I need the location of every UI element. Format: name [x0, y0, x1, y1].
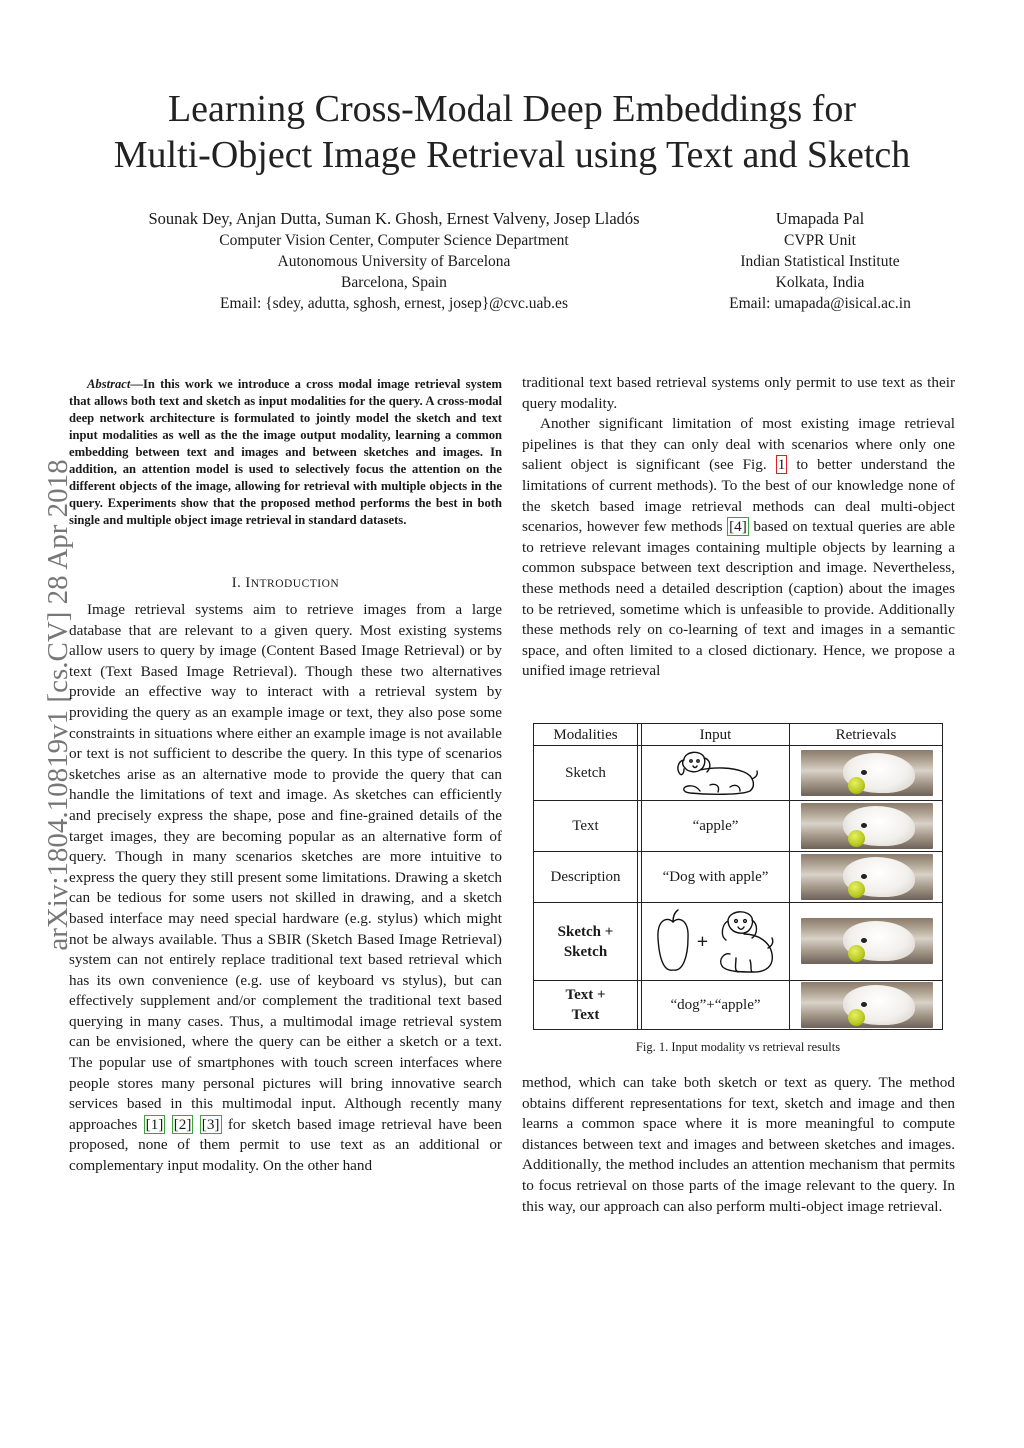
title-line-2: Multi-Object Image Retrieval using Text and Sketch	[113, 134, 911, 176]
row-modality-text: Text	[572, 818, 599, 834]
affiliation-left-2: Autonomous University of Barcelona	[277, 253, 511, 270]
author-block-right	[700, 208, 940, 314]
retrieval-image-4	[801, 918, 933, 964]
dog-sketch-2-icon	[714, 908, 776, 976]
row-input-description: “Dog with apple”	[662, 869, 769, 885]
citation-3[interactable]: [3]	[201, 1115, 220, 1133]
intro-paragraph-3: method, which can take both sketch or text as query. The method obtains different representations for text, sketch and image and then learns a common space where it is more meaningful to compute distances between text and images and between sketches and images. Additionally, the method includes an attention mechanism that permits to focus retrieval on those parts of the image relevant to the query. In this way, our approach can also perform multi-object image retrieval.	[522, 1074, 955, 1215]
retrieval-image-2	[801, 803, 933, 849]
figure-ref-1[interactable]: 1	[777, 456, 786, 474]
abstract-dash: —	[130, 377, 143, 391]
affiliation-right-3: Kolkata, India	[775, 274, 865, 291]
figure-1-caption: Fig. 1. Input modality vs retrieval results	[635, 1040, 841, 1054]
affiliation-right-2: Indian Statistical Institute	[740, 253, 900, 270]
row-input-text-text: “dog”+“apple”	[670, 997, 761, 1013]
section-rest: NTRODUCTION	[250, 578, 340, 590]
title-line-1: Learning Cross-Modal Deep Embeddings for	[167, 88, 857, 130]
email-left: Email: {sdey, adutta, sghosh, ernest, josep}@cvc.uab.es	[220, 295, 568, 312]
row-modality-description: Description	[550, 869, 621, 885]
intro-right-column-top	[522, 373, 955, 682]
intro-right-column-bottom	[522, 1073, 955, 1217]
intro-continuation: traditional text based retrieval systems only permit to use text as their query modality.	[522, 374, 955, 412]
intro-p2-text-2: to better understand the limitations of current methods). To the best of our knowledge none of the sketch based image retrieval methods can deal multi-object scenarios, however few methods	[522, 456, 956, 536]
dog-sketch-icon	[670, 749, 762, 797]
apple-sketch-icon	[655, 908, 691, 976]
author-block-left	[90, 208, 698, 314]
plus-sign: +	[696, 930, 709, 953]
abstract-label: Abstract	[87, 377, 131, 391]
row-modality-text-text: Text + Text	[565, 987, 606, 1023]
retrieval-image-5	[801, 982, 933, 1028]
citation-1[interactable]: [1]	[145, 1115, 164, 1133]
retrieval-image-1	[801, 750, 933, 796]
row-input-sketch	[642, 746, 789, 800]
author-names-right: Umapada Pal	[775, 209, 865, 228]
abstract	[69, 376, 502, 529]
intro-text-2: for sketch based image retrieval have been proposed, none of them permit to use text as an additional or complementary input modality. On the other hand	[69, 1115, 502, 1175]
section-first-letter: I	[245, 575, 251, 591]
section-heading-introduction	[69, 575, 502, 592]
intro-paragraph-2	[522, 414, 955, 682]
intro-p2-text-3: based on textual queries are able to retrieve relevant images containing multiple objects by learning a common subspace between text description and image. Nevertheless, these methods need a detailed description (caption) about the images to be retrieved, sometime which is unfeasible to provide. Additionally these methods rely on co-learning of text and images in a semantic space, and often limited to a closed dictionary. Hence, we propose a unified image retrieval	[522, 518, 955, 680]
row-input-sketch-sketch	[642, 903, 789, 980]
intro-p2-text-1: Another significant limitation of most existing image retrieval pipelines is that they can only deal with scenarios where only one salient object is significant (see Fig.	[522, 415, 955, 474]
header-input: Input	[699, 726, 732, 743]
row-modality-sketch-sketch: Sketch + Sketch	[557, 923, 614, 960]
intro-text-1: Image retrieval systems aim to retrieve images from a large database that are relevant to a given query. Most existing systems allow users to query by image (Content Based Image Retrieval) or by text (Text Based Image Retrieval). Though these two alternatives provide an effective way to interact with a retrieval system by providing the query as an example image or text, they also pose some constraints in situations where either an example image is not available or text is not sufficient to describe the query. In this type of scenarios sketches arise as an alternative mode to provide the query that can handle the limitations of text and image. As sketches can efficiently and precisely express the shape, pose and fine-grained details of the target images, they are becoming popular as an alternative form of query. Though in many scenarios sketches are more intuitive to express the query they still present some limitations. Drawing a sketch can be tedious for some users not skilled in drawing, and a sketch based interface may need special hardware (e.g. stylus) which might not be always available. Thus a SBIR (Sketch Based Image Retrieval) system can not entirely replace traditional text based retrieval which has its own convenience (e.g. use of keyboard vs stylus), but can effectively supplement and/or complement the traditional text based querying in many cases. Thus, a multimodal image retrieval system can be envisioned, where the query can be either a sketch or a text. The popular use of smartphones with touch screen interfaces where people stores many personal pictures will bring innovative search services based in this multimodal input. Although recently many approaches	[69, 601, 502, 1133]
arxiv-stamp: arXiv:1804.10819v1 [cs.CV] 28 Apr 2018	[42, 459, 74, 951]
citation-2[interactable]: [2]	[173, 1115, 192, 1133]
row-modality-sketch: Sketch	[565, 765, 606, 781]
header-modalities: Modalities	[553, 726, 618, 743]
retrieval-image-3	[801, 854, 933, 900]
author-names-left: Sounak Dey, Anjan Dutta, Suman K. Ghosh, Ernest Valveny, Josep Lladós	[148, 209, 640, 228]
paper-title	[40, 86, 984, 178]
intro-paragraph-1	[69, 600, 502, 1177]
affiliation-left-1: Computer Vision Center, Computer Science Department	[219, 232, 569, 249]
intro-left-column	[69, 600, 502, 1177]
affiliation-right-1: CVPR Unit	[784, 232, 856, 249]
citation-4[interactable]: [4]	[729, 518, 747, 536]
affiliation-left-3: Barcelona, Spain	[341, 274, 447, 291]
row-input-text: “apple”	[692, 818, 739, 834]
section-number: I.	[231, 575, 242, 591]
abstract-text: In this work we introduce a cross modal image retrieval system that allows both text and sketch as input modalities for the query. A cross-modal deep network architecture is formulated to jointly model the sketch and text input modalities as well as the the image output modality, learning a common embedding between text and images and between sketches and images. In addition, an attention model is used to selectively focus the attention on the different objects of the image, allowing for retrieval with multiple objects in the query. Experiments show that the proposed method performs the best in both single and multiple object image retrieval in standard datasets.	[69, 377, 502, 527]
figure-1-table	[533, 723, 943, 1030]
header-retrievals: Retrievals	[835, 726, 897, 743]
email-right: Email: umapada@isical.ac.in	[729, 295, 911, 312]
